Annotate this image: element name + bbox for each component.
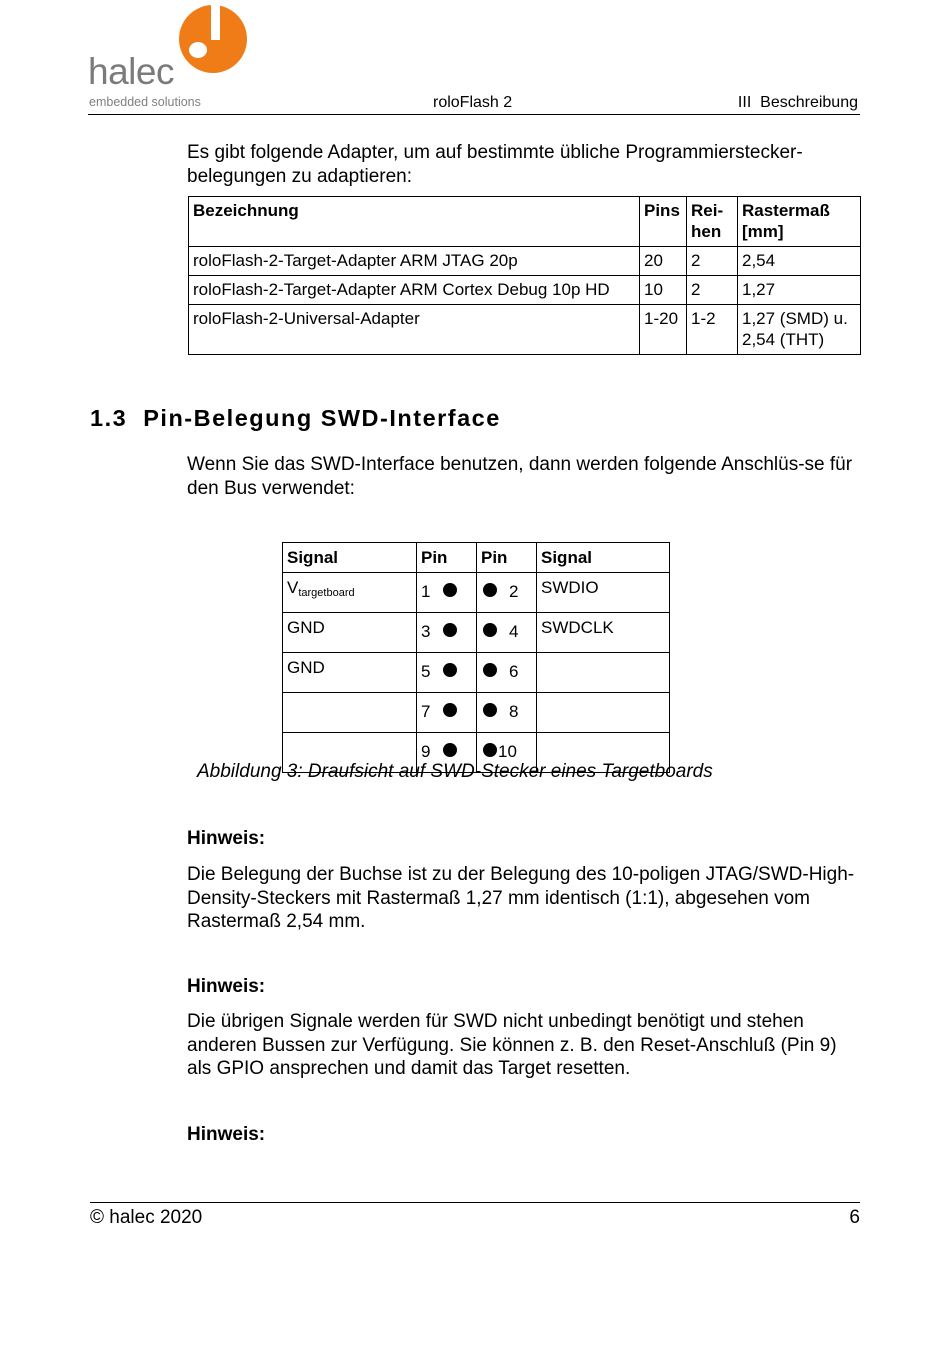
right-pin-cell	[477, 653, 537, 693]
pin-number: 9	[421, 742, 431, 761]
left-pin-cell	[417, 653, 477, 693]
right-signal	[537, 653, 670, 693]
footer-divider	[90, 1202, 860, 1203]
footer-copyright: © halec 2020	[90, 1207, 203, 1228]
pin-dot-icon	[443, 663, 457, 677]
table-row	[189, 247, 861, 276]
pin-dot-icon	[443, 623, 457, 637]
left-signal: GND	[287, 658, 325, 677]
table-cell: 1-20	[640, 305, 687, 355]
left-pin-cell	[417, 573, 477, 613]
document-title: roloFlash 2	[433, 94, 513, 111]
note-heading: Hinweis:	[187, 828, 266, 849]
halec-logo-mark	[178, 4, 248, 74]
pin-row	[283, 653, 670, 693]
table-row	[189, 276, 861, 305]
pin-dot-icon	[483, 743, 497, 757]
pin-number: 10	[498, 742, 517, 761]
intro-text: Es gibt folgende Adapter, um auf bestimmte übliche Programmierstecker-belegungen zu adaptieren:	[187, 142, 803, 187]
header-cell: Signal	[283, 543, 417, 573]
swd-pin-table	[282, 542, 670, 773]
pin-number: 7	[421, 702, 431, 721]
pin-number: 4	[509, 622, 519, 641]
left-signal-cell	[283, 693, 417, 733]
left-signal-cell	[283, 613, 417, 653]
left-signal-subscript: targetboard	[298, 587, 355, 599]
section-intro-text: Wenn Sie das SWD-Interface benutzen, dann werden folgende Anschlüs-se für den Bus verwendet:	[187, 454, 853, 499]
table-cell: 1-2	[687, 305, 738, 355]
left-signal-cell	[283, 573, 417, 613]
table-row	[189, 305, 861, 355]
note-text: Die Belegung der Buchse ist zu der Belegung des 10-poligen JTAG/SWD-High-Density-Steckers mit Rastermaß 1,27 mm identisch (1:1), abgesehen vom Rastermaß 2,54 mm.	[187, 864, 855, 932]
note-heading: Hinweis:	[187, 976, 266, 997]
pin-number: 6	[509, 662, 519, 681]
table-cell: roloFlash-2-Universal-Adapter	[189, 305, 640, 355]
pin-dot-icon	[443, 583, 457, 597]
table-cell: 2	[687, 276, 738, 305]
header-cell: Pin	[477, 543, 537, 573]
right-signal: SWDIO	[537, 573, 670, 613]
section-heading	[90, 405, 501, 432]
pin-number: 2	[509, 582, 519, 601]
header-cell: Pins	[640, 197, 687, 247]
pin-number: 5	[421, 662, 431, 681]
header-cell: Pin	[417, 543, 477, 573]
table-cell: 1,27 (SMD) u. 2,54 (THT)	[738, 305, 861, 355]
pin-dot-icon	[443, 703, 457, 717]
right-pin-cell	[477, 573, 537, 613]
right-signal: SWDCLK	[537, 613, 670, 653]
header-cell: Bezeichnung	[189, 197, 640, 247]
section-number: 1.3	[90, 405, 128, 431]
note-text: Die übrigen Signale werden für SWD nicht unbedingt benötigt und stehen anderen Bussen zur Verfügung. Sie können z. B. den Reset-Anschluß (Pin 9) als GPIO ansprechen und damit das Target resetten.	[187, 1011, 837, 1079]
table-cell: 2	[687, 247, 738, 276]
right-signal	[537, 693, 670, 733]
adapter-table	[188, 196, 861, 355]
figure-caption: Abbildung 3: Draufsicht auf SWD-Stecker eines Targetboards	[197, 761, 713, 782]
section-title: Pin-Belegung SWD-Interface	[143, 405, 501, 431]
pin-row	[283, 693, 670, 733]
left-pin-cell	[417, 693, 477, 733]
header-divider	[88, 114, 860, 115]
header-cell: Rastermaß [mm]	[738, 197, 861, 247]
left-signal-cell	[283, 653, 417, 693]
section-intro-paragraph	[187, 453, 862, 500]
left-pin-cell	[417, 613, 477, 653]
left-signal: V	[287, 578, 299, 597]
chapter-title: III Beschreibung	[737, 94, 858, 111]
pin-dot-icon	[483, 583, 497, 597]
intro-paragraph	[187, 141, 862, 188]
note-heading: Hinweis:	[187, 1124, 266, 1145]
pin-number: 1	[421, 582, 431, 601]
halec-logo	[88, 4, 248, 112]
pin-number: 3	[421, 622, 431, 641]
pin-dot-icon	[443, 743, 457, 757]
left-signal: GND	[287, 618, 325, 637]
right-pin-cell	[477, 693, 537, 733]
pin-row	[283, 613, 670, 653]
pin-table-header	[283, 543, 670, 573]
right-pin-cell	[477, 613, 537, 653]
table-cell: roloFlash-2-Target-Adapter ARM Cortex Debug 10p HD	[189, 276, 640, 305]
table-cell: roloFlash-2-Target-Adapter ARM JTAG 20p	[189, 247, 640, 276]
pin-dot-icon	[483, 703, 497, 717]
table-cell: 1,27	[738, 276, 861, 305]
header-cell: Signal	[537, 543, 670, 573]
pin-dot-icon	[483, 663, 497, 677]
logo-tagline: embedded solutions	[89, 95, 201, 109]
adapter-table-header	[189, 197, 861, 247]
pin-dot-icon	[483, 623, 497, 637]
table-cell: 10	[640, 276, 687, 305]
pin-number: 8	[509, 702, 519, 721]
table-cell: 2,54	[738, 247, 861, 276]
pin-row	[283, 573, 670, 613]
page-number: 6	[849, 1207, 860, 1228]
logo-wordmark: halec	[88, 51, 174, 92]
header-cell: Rei-hen	[687, 197, 738, 247]
table-cell: 20	[640, 247, 687, 276]
